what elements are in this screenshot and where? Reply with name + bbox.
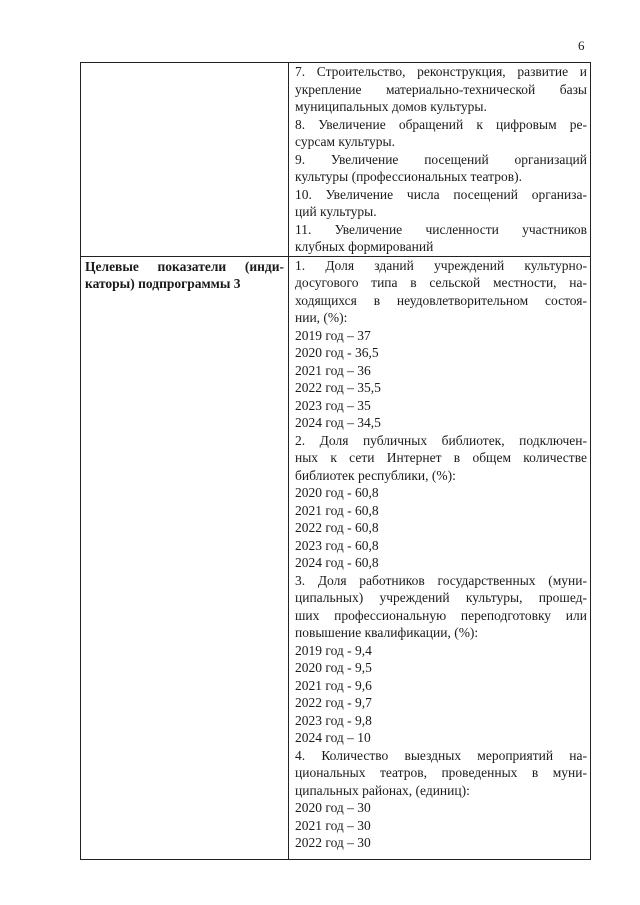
row1-left-label [81, 63, 288, 64]
text-line: 2020 год - 60,8 [295, 485, 379, 500]
text-line: ций культуры. [295, 204, 377, 219]
text-line: ших профессиональную переподготовку или [295, 607, 587, 623]
text-line: 2020 год – 30 [295, 800, 371, 815]
text-line: 7. Строительство, реконструкция, развитие и [295, 64, 587, 79]
text-line: 3. Доля работников государственных (муни- [295, 572, 587, 588]
text-line: 1. Доля зданий учреждений культурно- [295, 257, 587, 273]
page-number: 6 [578, 38, 585, 53]
text-line: досугового типа в сельской местности, на- [295, 275, 587, 290]
text-line: библиотек республики, (%): [295, 467, 456, 483]
table-cell-indicators-list [289, 256, 591, 859]
text-line: 2019 год - 9,4 [295, 642, 372, 658]
text-line: 2021 год - 60,8 [295, 502, 379, 518]
text-line: 2020 год - 9,5 [295, 660, 372, 675]
text-line: нии, (%): [295, 310, 348, 325]
text-line: ходящихся в неудовлетворительном состоя- [295, 292, 587, 308]
text-line: 2021 год - 9,6 [295, 677, 372, 693]
indicators-label [81, 257, 288, 293]
text-line: муниципальных домов культуры. [295, 99, 487, 114]
text-line: ных к сети Интернет в общем количестве [295, 450, 587, 465]
text-line: ципальных районах, (единиц): [295, 782, 470, 798]
text-line: ципальных) учреждений культуры, прошед- [295, 590, 587, 605]
text-line: культуры (профессиональных театров). [295, 169, 522, 184]
text-line: 2021 год – 36 [295, 362, 371, 378]
text-line: 2021 год – 30 [295, 817, 371, 833]
subprogram-table [80, 62, 591, 860]
text-line: каторы) подпрограммы 3 [85, 276, 241, 291]
text-line: 2022 год - 60,8 [295, 520, 379, 535]
text-line: 4. Количество выездных мероприятий на- [295, 747, 587, 763]
text-line: 2024 год – 10 [295, 730, 371, 745]
text-line: клубных формирований [295, 239, 434, 254]
text-line: 2022 год – 30 [295, 835, 371, 850]
indicators-list [289, 257, 590, 852]
table-row-tasks [81, 63, 591, 257]
text-line: 2024 год - 60,8 [295, 555, 379, 570]
text-line: 9. Увеличение посещений организаций [295, 151, 587, 167]
text-line: 11. Увеличение численности участников [295, 221, 587, 237]
text-line: 2023 год – 35 [295, 397, 371, 413]
text-line: укрепление материально-технической базы [295, 81, 587, 97]
text-line: 2022 год - 9,7 [295, 695, 372, 710]
text-line: Целевые показатели (инди- [85, 258, 284, 274]
text-line: 2024 год – 34,5 [295, 415, 381, 430]
text-line: 2. Доля публичных библиотек, подключен- [295, 432, 587, 448]
table-cell-indicators-label [81, 256, 289, 859]
text-line: 2019 год – 37 [295, 327, 371, 343]
table-row-target-indicators [81, 256, 591, 859]
text-line: 10. Увеличение числа посещений организа- [295, 186, 587, 202]
text-line: 2023 год - 60,8 [295, 537, 379, 553]
tasks-list [289, 63, 590, 256]
text-line: 2023 год - 9,8 [295, 712, 372, 728]
text-line: 8. Увеличение обращений к цифровым ре- [295, 116, 587, 132]
text-line: циональных театров, проведенных в муни- [295, 765, 587, 780]
table-cell-left-empty [81, 63, 289, 257]
table-cell-tasks-list [289, 63, 591, 257]
text-line: повышение квалификации, (%): [295, 625, 479, 640]
text-line: сурсам культуры. [295, 134, 395, 149]
text-line: 2020 год - 36,5 [295, 345, 379, 360]
text-line: 2022 год – 35,5 [295, 380, 381, 395]
